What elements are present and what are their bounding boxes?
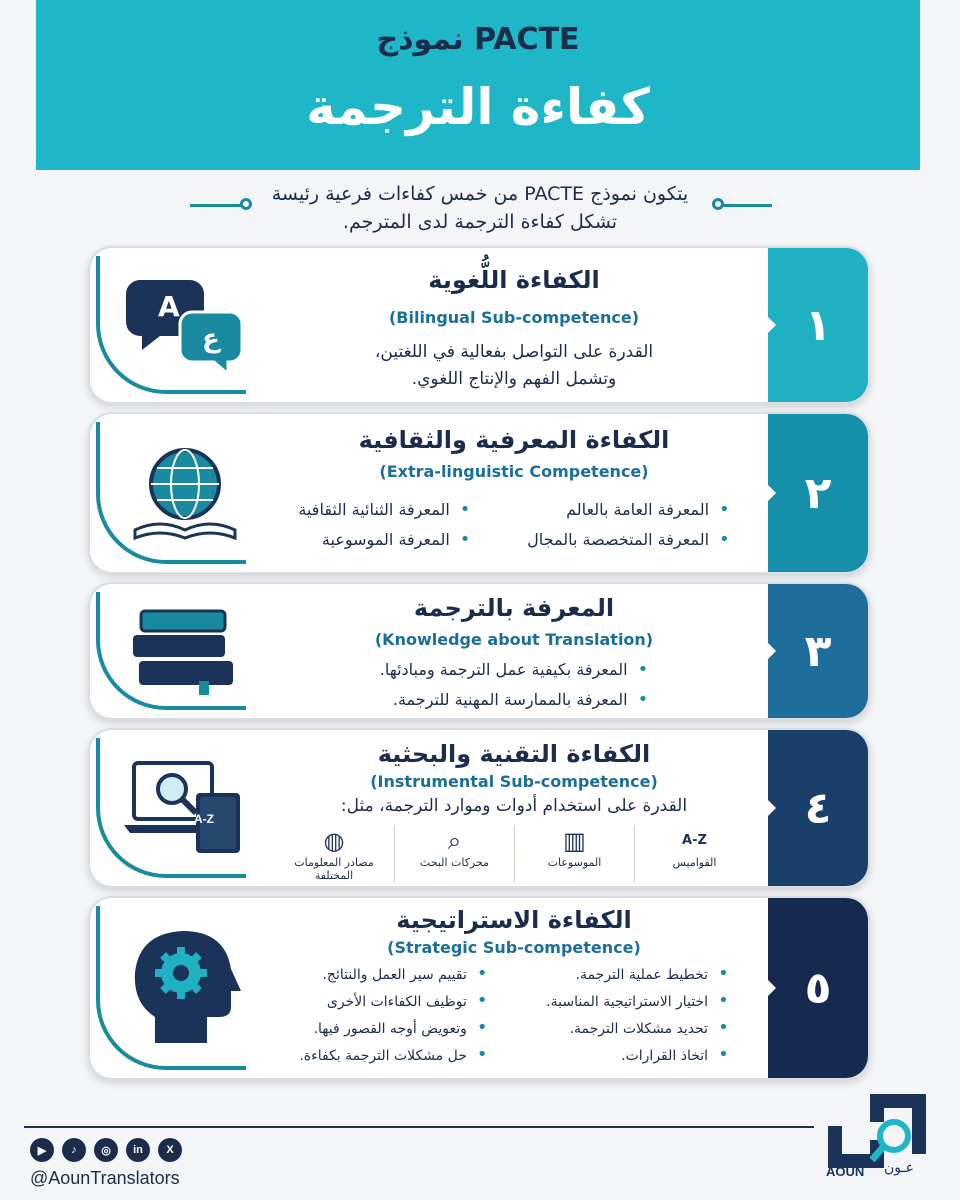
- instagram-icon[interactable]: ◎: [94, 1138, 118, 1162]
- card-title: المعرفة بالترجمة: [413, 594, 615, 622]
- card-extralinguistic: [88, 412, 870, 574]
- globe-book-icon: [100, 414, 270, 572]
- card-title: الكفاءة اللُّغوية: [428, 266, 600, 294]
- list-item: • المعرفة الموسوعية: [298, 525, 470, 555]
- notch-shape: [760, 972, 776, 1004]
- tool-label: محركات البحث: [419, 856, 490, 869]
- search-icon: ⌕: [447, 827, 462, 855]
- card-bilingual: [88, 246, 870, 404]
- bullet-list-right: [546, 961, 729, 1069]
- card-title: الكفاءة الاستراتيجية: [396, 906, 632, 934]
- x-icon[interactable]: X: [158, 1138, 182, 1162]
- bullet-list-right: [527, 495, 729, 555]
- list-item: • المعرفة المتخصصة بالمجال: [527, 525, 729, 555]
- youtube-icon[interactable]: ▶: [30, 1138, 54, 1162]
- card-title: الكفاءة المعرفية والثقافية: [358, 426, 670, 454]
- card-number: ٥: [768, 898, 868, 1078]
- encyclopedia-icon: ▥: [563, 827, 586, 855]
- card-subtitle: (Strategic Sub-competence): [387, 938, 641, 957]
- model-name: نموذج PACTE: [376, 22, 580, 57]
- laptop-dictionary-icon: [100, 730, 270, 886]
- list-item: • وتعويض أوجه القصور فيها.: [299, 1015, 487, 1042]
- bubble-letter-a: A: [158, 290, 180, 323]
- list-item: • المعرفة بكيفية عمل الترجمة ومبادئها.: [380, 655, 648, 685]
- notch-shape: [760, 309, 776, 341]
- card-number: ٢: [768, 414, 868, 572]
- list-item: • المعرفة بالممارسة المهنية للترجمة.: [380, 685, 648, 715]
- tool-label: القواميس: [672, 856, 717, 869]
- logo-text-en: AOUN: [826, 1164, 865, 1179]
- card-number: ٣: [768, 584, 868, 718]
- notch-shape: [760, 792, 776, 824]
- bullet-columns: [270, 495, 758, 555]
- dictionary-icon: A-Z: [682, 833, 707, 848]
- card-desc-2: وتشمل الفهم والإنتاج اللغوي.: [411, 369, 617, 389]
- tool-label: الموسوعات: [547, 856, 602, 869]
- card-content: [270, 414, 758, 572]
- tool-label: مصادر المعلومات المختلفة: [294, 856, 374, 882]
- list-item: • اختيار الاستراتيجية المناسبة.: [546, 988, 729, 1015]
- tool-search-engines: [394, 826, 514, 882]
- logo-text-ar: عـون: [884, 1160, 914, 1176]
- card-content: [270, 898, 758, 1078]
- card-desc: القدرة على استخدام أدوات وموارد الترجمة، مثل:: [340, 796, 688, 816]
- speech-bubbles-icon: [100, 248, 270, 402]
- linkedin-icon[interactable]: in: [126, 1138, 150, 1162]
- card-content: [270, 730, 758, 886]
- tools-row: [270, 826, 758, 882]
- bullet-list-left: [298, 495, 470, 555]
- notch-shape: [760, 477, 776, 509]
- list-item: • توظيف الكفاءات الأخرى: [299, 988, 487, 1015]
- tool-information-sources: [274, 826, 394, 882]
- intro-text: [180, 180, 780, 236]
- card-subtitle: (Instrumental Sub-competence): [370, 772, 658, 791]
- list-item: • حل مشكلات الترجمة بكفاءة.: [299, 1042, 487, 1069]
- list-item: • المعرفة العامة بالعالم: [527, 495, 729, 525]
- card-number: ١: [768, 248, 868, 402]
- list-item: • تخطيط عملية الترجمة.: [546, 961, 729, 988]
- intro-line-2: تشكل كفاءة الترجمة لدى المترجم.: [342, 211, 618, 233]
- bullet-columns: [270, 961, 758, 1069]
- list-item: • اتخاذ القرارات.: [546, 1042, 729, 1069]
- list-item: • تقييم سير العمل والنتائج.: [299, 961, 487, 988]
- notch-shape: [760, 635, 776, 667]
- list-item: • المعرفة الثنائية الثقافية: [298, 495, 470, 525]
- page-title: كفاءة الترجمة: [306, 78, 650, 136]
- globe-icon: ◍: [323, 827, 345, 855]
- bullet-list-left: [299, 961, 487, 1069]
- head-gear-icon: [100, 898, 270, 1078]
- social-links: [30, 1138, 182, 1162]
- card-number: ٤: [768, 730, 868, 886]
- tool-encyclopedias: [514, 826, 634, 882]
- card-desc-1: القدرة على التواصل بفعالية في اللغتين،: [374, 342, 654, 362]
- list-item: • تحديد مشكلات الترجمة.: [546, 1015, 729, 1042]
- bullet-list: [380, 655, 648, 715]
- card-instrumental: [88, 728, 870, 888]
- card-content: [270, 248, 758, 402]
- card-strategic: [88, 896, 870, 1080]
- tiktok-icon[interactable]: ♪: [62, 1138, 86, 1162]
- social-handle[interactable]: @AounTranslators: [30, 1168, 180, 1188]
- card-knowledge-translation: [88, 582, 870, 720]
- card-subtitle: (Bilingual Sub-competence): [388, 308, 640, 327]
- card-title: الكفاءة التقنية والبحثية: [377, 740, 651, 768]
- intro-line-1: يتكون نموذج PACTE من خمس كفاءات فرعية رئيسة: [271, 183, 689, 205]
- tool-dictionaries: [634, 826, 754, 882]
- book-label: A-Z: [194, 812, 214, 826]
- books-stack-icon: [100, 584, 270, 718]
- card-content: [270, 584, 758, 718]
- footer-divider: [24, 1126, 814, 1128]
- bubble-letter-ain: ع: [202, 324, 220, 354]
- card-subtitle: (Extra-linguistic Competence): [379, 462, 649, 481]
- header-banner: [36, 0, 920, 170]
- card-subtitle: (Knowledge about Translation): [374, 630, 654, 649]
